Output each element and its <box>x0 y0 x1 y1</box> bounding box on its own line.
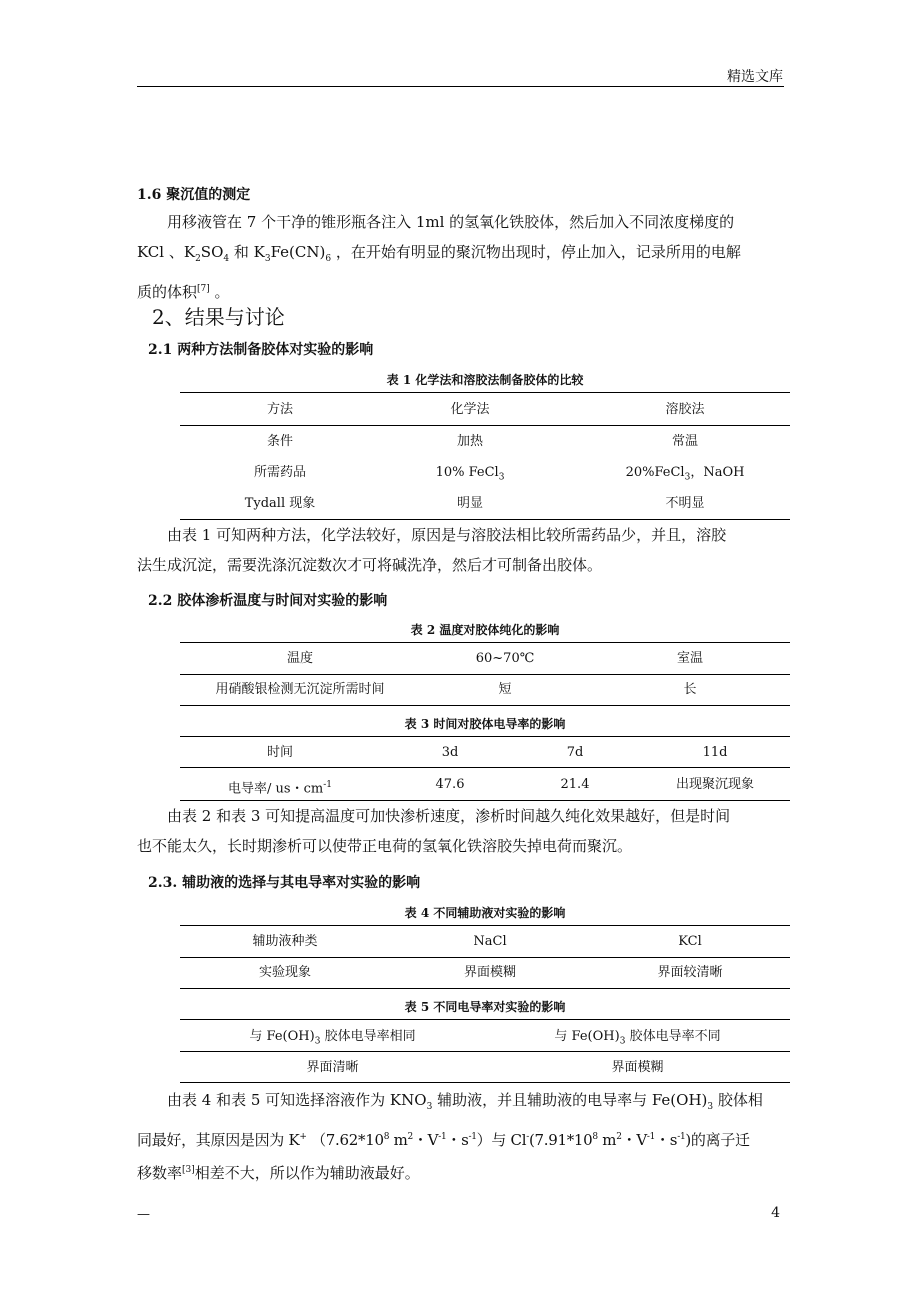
table-5-bottom-rule <box>180 1082 790 1083</box>
table-row: 用硝酸银检测无沉淀所需时间 短 长 <box>215 682 697 697</box>
table-row: 条件 加热 常温 <box>266 434 698 449</box>
section-2-3-title: 2.3. 辅助液的选择与其电导率对实验的影响 <box>148 875 421 891</box>
table-4-top-rule <box>180 925 790 926</box>
table-4-bottom-rule <box>180 988 790 989</box>
table-row: 电导率/ us・$cm^{-1}$ 47.6 21.4 出现聚沉现象 <box>228 777 754 797</box>
header-rule <box>137 86 784 87</box>
table-4-caption: 表 4 不同辅助液对实验的影响 <box>404 906 566 920</box>
table-1-top-rule <box>180 392 790 393</box>
table-5-top-rule <box>180 1019 790 1020</box>
table-2-caption: 表 2 温度对胶体纯化的影响 <box>410 623 560 637</box>
section-1-6-title: 1.6 聚沉值的测定 <box>137 187 251 203</box>
table-3-top-rule <box>180 736 790 737</box>
table-2-header-row: 温度 60~70℃ 室温 <box>286 651 703 666</box>
page-number: 4 <box>771 1205 780 1221</box>
section-2-1-paragraph: 由表 1 可知两种方法，化学法较好，原因是与溶胶法相比较所需药品少，并且，溶胶 法生成沉淀，需要洗涤沉淀数次才可将碱洗净，然后才可制备出胶体。 <box>137 526 727 574</box>
section-2-2-title: 2.2 胶体渗析温度与时间对实验的影响 <box>148 593 388 609</box>
section-2-2-paragraph: 由表 2 和表 3 可知提高温度可加快渗析速度，渗析时间越久纯化效果越好，但是时间 也不能太久，长时期渗析可以使带正电荷的氢氧化铁溶胶失掉电荷而聚沉。 <box>137 807 731 855</box>
table-row: 所需药品 10% FeCl$_3$ 20%FeCl$_3$，NaOH <box>253 465 745 483</box>
section-2-1-title: 2.1 两种方法制备胶体对实验的影响 <box>148 342 374 358</box>
table-5-header-rule <box>180 1051 790 1052</box>
table-1-header-rule <box>180 425 790 426</box>
table-row: Tydall 现象 明显 不明显 <box>244 496 705 511</box>
table-1-caption: 表 1 化学法和溶胶法制备胶体的比较 <box>386 373 584 387</box>
table-5-header-row: 与 $Fe(OH)_3$ 胶体电导率相同 与 $Fe(OH)_3$ 胶体电导率不同 <box>249 1029 721 1047</box>
table-4-header-row: 辅助液种类 NaCl KCl <box>252 934 702 949</box>
section-1-6-paragraph: 用移液管在 7 个干净的锥形瓶各注入 1ml 的氢氧化铁胶体，然后加入不同浓度梯度的 KCl 、$K_2SO_4$ 和 $K_3Fe(CN)_6$ ，在开始有明显的聚沉物出现时，停止加入，记录所用的电解 质的体积[7] 。 <box>137 213 741 301</box>
table-3-header-rule <box>180 767 790 768</box>
table-2-bottom-rule <box>180 705 790 706</box>
table-1-header-row: 方法 化学法 溶胶法 <box>266 402 705 417</box>
table-2-top-rule <box>180 642 790 643</box>
table-3-caption: 表 3 时间对胶体电导率的影响 <box>404 717 566 731</box>
table-row: 界面清晰 界面模糊 <box>306 1060 664 1075</box>
section-2-3-paragraph: 由表 4 和表 5 可知选择溶液作为 $KNO_3$ 辅助液，并且辅助液的电导率与 $Fe(OH)_3$ 胶体相 同最好，其原因是因为 K+ （$7.62*10^8$ $m^2$・$V^{-1}$・$s^{-1}$）与 $Cl^-(7.91*10^8$ $m^2$・$V^{-1}$・$s^{-1}$)的离子迁 移数率[3]相差不大，所以作为辅助液最好。 <box>137 1091 763 1182</box>
table-row: 实验现象 界面模糊 界面较清晰 <box>258 965 723 980</box>
footer-dash: — <box>137 1207 150 1222</box>
table-5-caption: 表 5 不同电导率对实验的影响 <box>404 1000 566 1014</box>
table-3-header-row: 时间 3d 7d 11d <box>266 745 728 760</box>
header-label: 精选文库 <box>727 69 783 85</box>
section-2-title: 2、结果与讨论 <box>152 305 285 329</box>
